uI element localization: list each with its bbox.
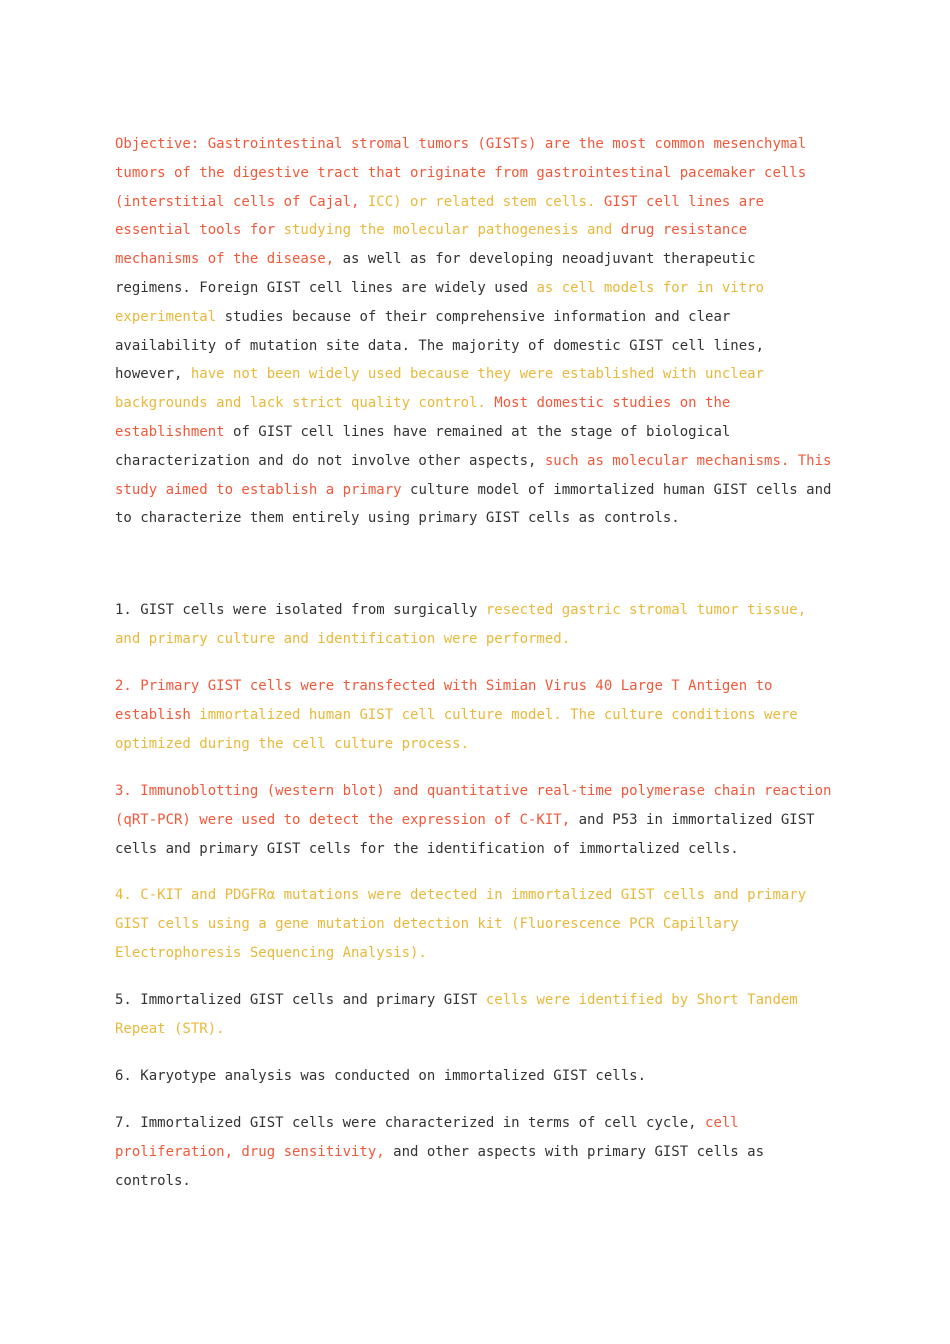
item-segment: 7. Immortalized GIST cells were characterized in terms of cell cycle, (115, 1115, 706, 1131)
item-segment: 4. C-KIT and PDGFRα mutations were detected in immortalized GIST cells and primary GIST cells using a gene mutation detection kit (Fluorescence PCR Capillary Electrophoresis Sequencing Analysis). (115, 887, 807, 961)
objective-segment: GIST cell lines are essential tools for (115, 193, 765, 239)
item-segment: 5. Immortalized GIST cells and primary GIST (115, 992, 486, 1008)
objective-segment: drug resistance mechanisms of the disease, (115, 222, 748, 268)
method-item-1 (115, 596, 835, 654)
item-segment: 6. Karyotype analysis was conducted on immortalized GIST cells. (115, 1068, 647, 1084)
objective-segment: Objective: Gastrointestinal stromal tumors (GISTs) are the most common mesenchymal tumors of the digestive tract that originate from gastrointestinal pacemaker cells (interstitial cells of Cajal, (115, 136, 807, 210)
objective-segment: studying the molecular pathogenesis and (283, 222, 621, 239)
method-item-5 (115, 986, 835, 1044)
objective-segment: culture model of immortalized human GIST cells and to characterize them entirely using primary GIST cells as controls. (115, 481, 832, 527)
item-segment: resected gastric stromal tumor tissue, and primary culture and identification were performed. (115, 602, 807, 647)
item-segment: cell proliferation, drug sensitivity, (115, 1115, 739, 1160)
objective-segment: of GIST cell lines have remained at the stage of biological characterization and do not involve other aspects, (115, 423, 731, 469)
item-segment: 3. Immunoblotting (western blot) and quantitative real-time polymerase chain reaction (qRT-PCR) were used to detect the expression of C-KIT, (115, 783, 832, 828)
item-segment: 2. Primary GIST cells were transfected with Simian Virus 40 Large T Antigen to establish (115, 678, 773, 723)
objective-segment: ICC) or related stem cells. (367, 193, 604, 210)
method-item-2 (115, 672, 835, 758)
item-segment: cells were identified by Short Tandem Repeat (STR). (115, 992, 798, 1037)
item-segment: and P53 in immortalized GIST cells and primary GIST cells for the identification of immortalized cells. (115, 811, 815, 857)
item-segment: and other aspects with primary GIST cells as controls. (115, 1143, 765, 1189)
method-item-7 (115, 1109, 835, 1195)
objective-segment: studies because of their comprehensive information and clear availability of mutation site data. The majority of domestic GIST cell lines, however, (115, 308, 765, 383)
objective-segment: have not been widely used because they were established with unclear backgrounds and lack strict quality control. (115, 366, 765, 412)
objective-segment: as cell models for in vitro experimental (115, 279, 765, 325)
objective-segment: Most domestic studies on the establishment (115, 395, 731, 440)
objective-paragraph (115, 130, 835, 533)
objective-segment: such as molecular mechanisms. This study aimed to establish a primary (115, 452, 832, 498)
method-item-4 (115, 881, 835, 967)
item-segment: immortalized human GIST cell culture model. The culture conditions were optimized during the cell culture process. (115, 706, 798, 752)
method-item-3 (115, 777, 835, 863)
method-item-6 (115, 1062, 835, 1091)
objective-segment: as well as for developing neoadjuvant therapeutic regimens. Foreign GIST cell lines are widely used (115, 251, 756, 296)
item-segment: 1. GIST cells were isolated from surgically (115, 602, 486, 618)
